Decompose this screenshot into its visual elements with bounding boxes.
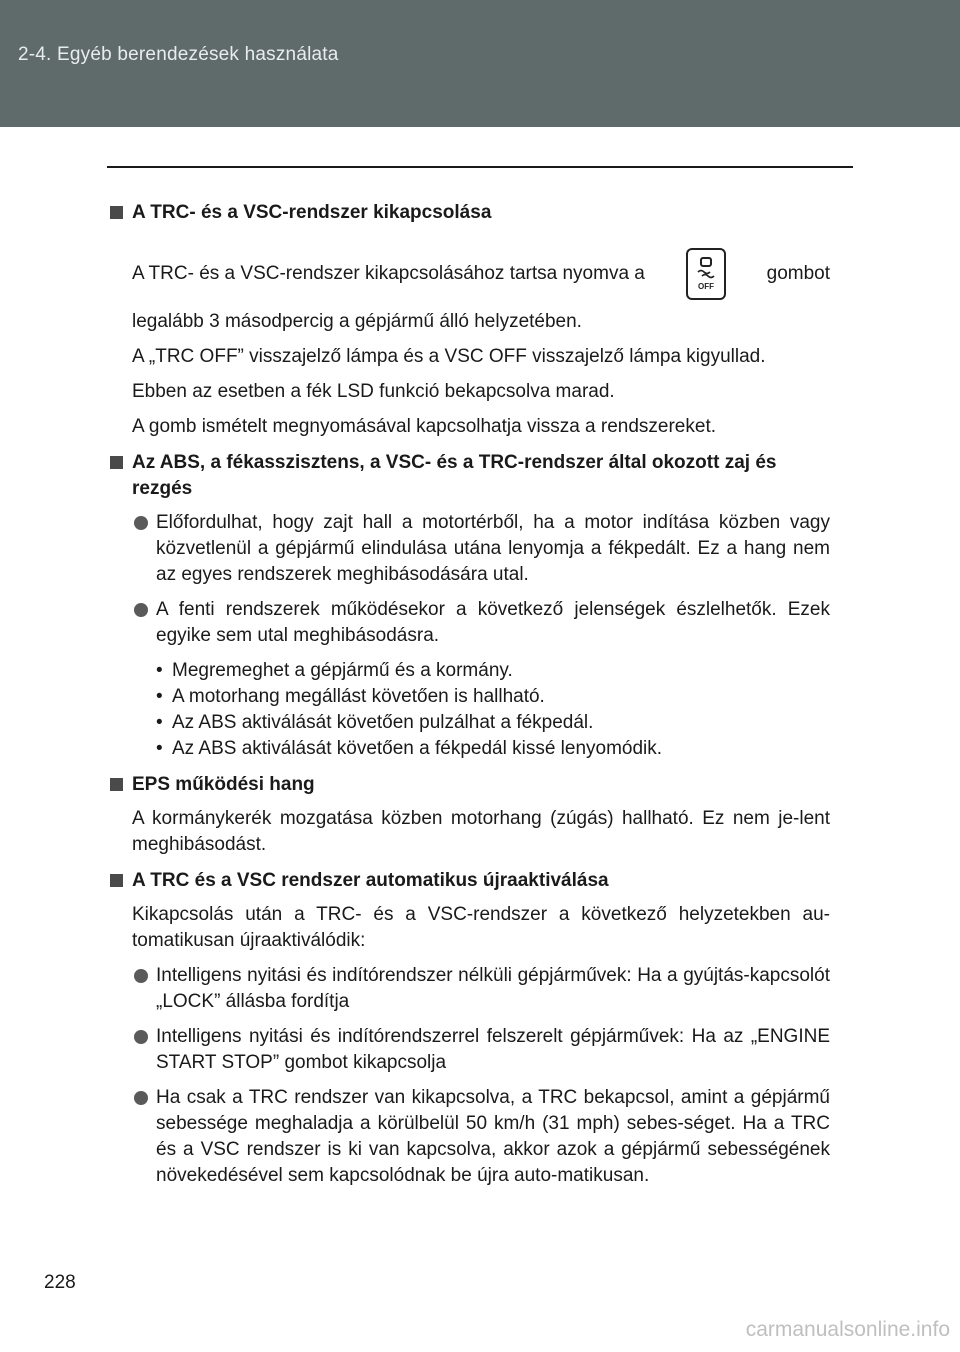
circle-bullet-icon [134,969,148,983]
paragraph: A gomb ismételt megnyomásával kapcsolhatja vissza a rendszereket. [132,416,716,437]
sub-list-item: • Megremeghet a gépjármű és a kormány. [156,658,830,684]
sub-list-item: • A motorhang megállást követően is hallható. [156,684,830,710]
list-item: Intelligens nyitási és indítórendszerrel felszerelt gépjárművek: Ha az „ENGINE START STOP” gombot kikapcsolja [132,1024,830,1076]
paragraph: Kikapcsolás után a TRC- és a VSC-rendszer a következő helyzetekben au-tomatikusan újraaktiválódik: [132,904,830,951]
square-bullet-icon [110,456,123,469]
section-title: A TRC és a VSC rendszer automatikus újraaktiválása [110,868,830,894]
sub-list-item: • Az ABS aktiválását követően a fékpedál kissé lenyomódik. [156,736,830,762]
section-title: A TRC- és a VSC-rendszer kikapcsolása [110,200,830,226]
watermark: carmanualsonline.info [745,1318,950,1341]
circle-bullet-icon [134,603,148,617]
page-number: 228 [44,1272,76,1293]
section-title: EPS működési hang [110,772,830,798]
top-divider [107,166,853,168]
sub-list [156,658,830,762]
page-content [110,190,830,1198]
paragraph: A „TRC OFF” visszajelző lámpa és a VSC OFF visszajelző lámpa kigyullad. [132,346,766,367]
chapter-title: 2-4. Egyéb berendezések használata [18,44,339,65]
paragraph: A kormánykerék mozgatása közben motorhang (zúgás) hallható. Ez nem je-lent meghibásodást. [132,808,830,855]
circle-bullet-icon [134,1030,148,1044]
paragraph: legalább 3 másodpercig a gépjármű álló helyzetében. [132,311,582,332]
svg-text:OFF: OFF [697,282,714,291]
list-item: A fenti rendszerek működésekor a következő jelenségek észlelhetők. Ezek egyike sem utal meghibásodásra. [132,597,830,649]
circle-bullet-icon [134,1091,148,1105]
page-header [0,0,960,127]
square-bullet-icon [110,778,123,791]
list-item: Intelligens nyitási és indítórendszer nélküli gépjárművek: Ha a gyújtás-kapcsolót „LOCK” állásba fordítja [132,963,830,1015]
list-item: Ha csak a TRC rendszer van kikapcsolva, a TRC bekapcsol, amint a gépjármű sebessége meghaladja a körülbelül 50 km/h (31 mph) sebes-séget. Ha a TRC és a VSC rendszer is ki van kapcsolva, akkor azok a gépjármű sebességének növekedésével sem kapcsolódnak be újra auto-matikusan. [132,1085,830,1189]
vsc-off-button-icon [686,248,726,300]
sub-list-item: • Az ABS aktiválását követően pulzálhat a fékpedál. [156,710,830,736]
paragraph: A TRC- és a VSC-rendszer kikapcsolásához tartsa nyomva a OFF gombot [132,248,830,300]
list-item: Előfordulhat, hogy zajt hall a motortérből, ha a motor indítása közben vagy közvetlenül a gépjármű elindulása utána lenyomja a fékpedált. Ez a hang nem az egyes rendszerek meghibásodására utal. [132,510,830,588]
section-title: Az ABS, a fékasszisztens, a VSC- és a TRC-rendszer által okozott zaj és rezgés [110,450,830,502]
square-bullet-icon [110,874,123,887]
paragraph: Ebben az esetben a fék LSD funkció bekapcsolva marad. [132,381,615,402]
circle-bullet-icon [134,516,148,530]
square-bullet-icon [110,206,123,219]
